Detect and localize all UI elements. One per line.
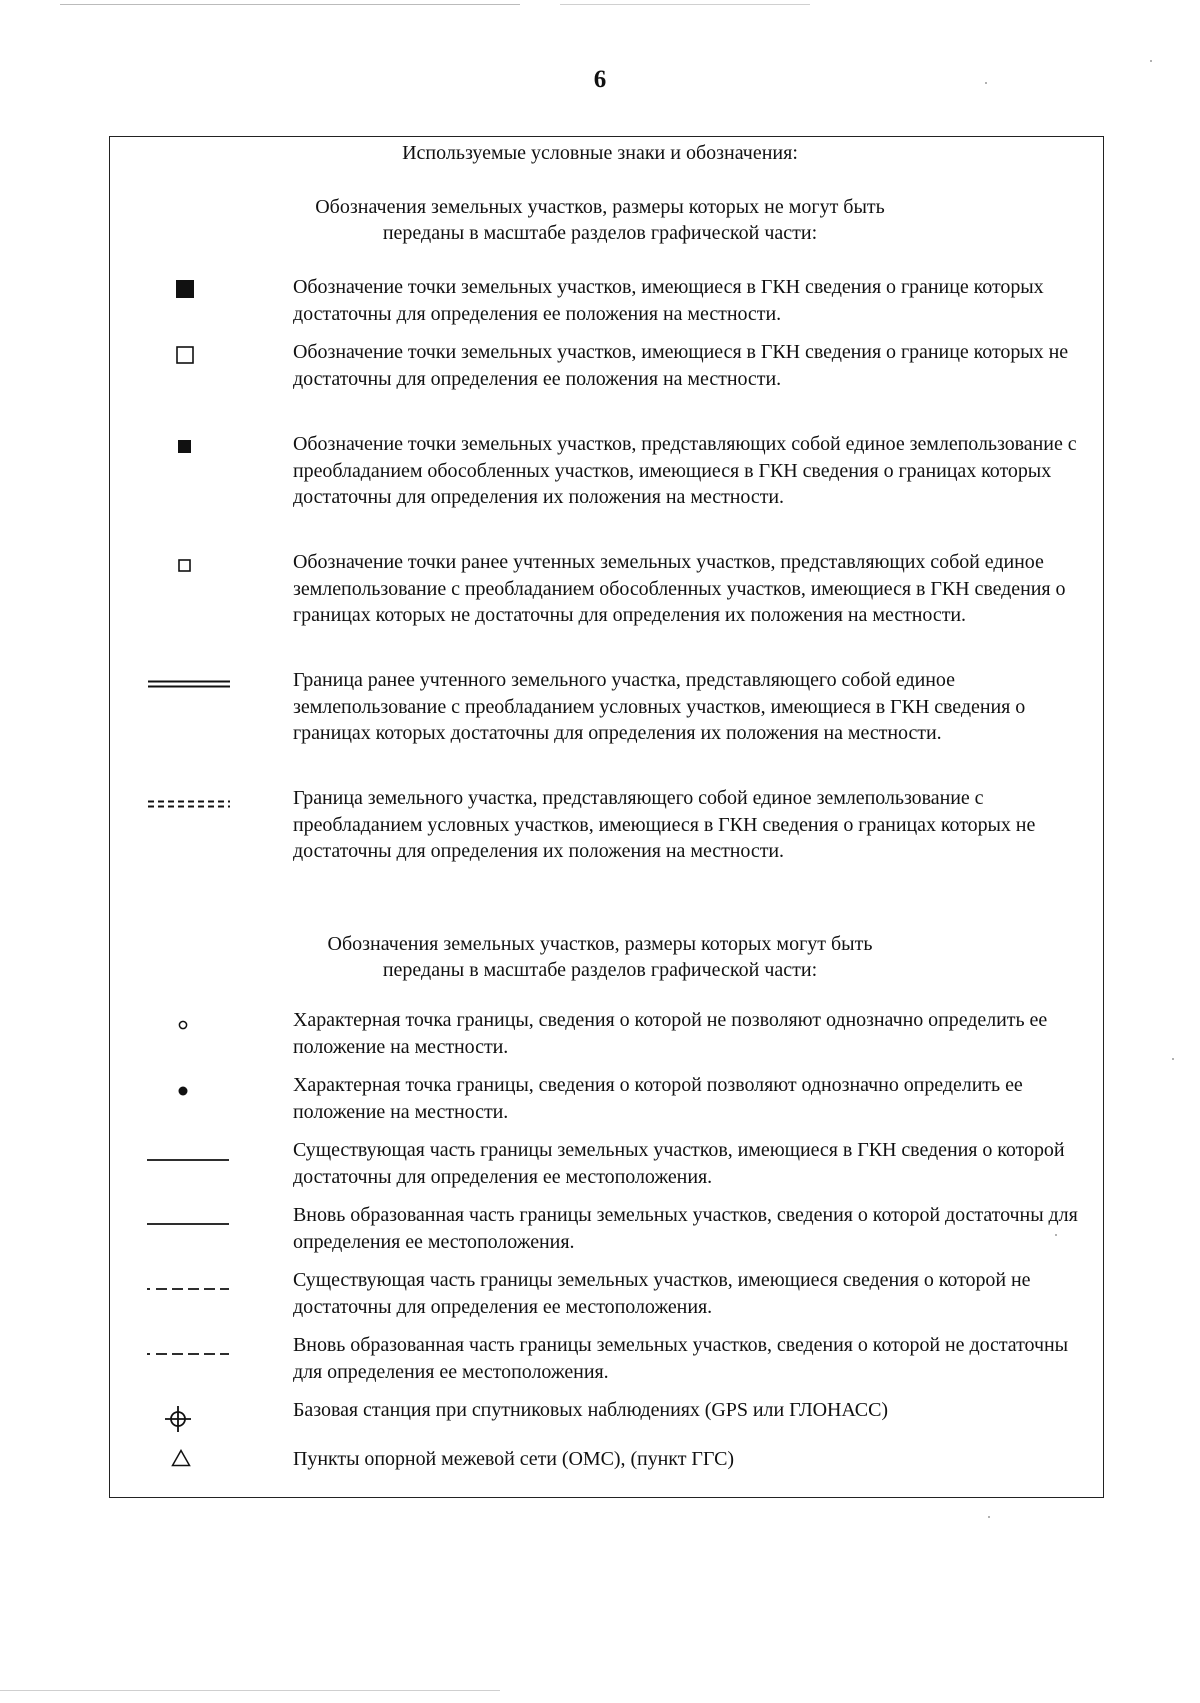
filled-square-large-icon <box>176 280 194 298</box>
section2-heading-line1: Обозначения земельных участков, размеры которых могут быть <box>327 933 873 955</box>
section1-heading-line1: Обозначения земельных участков, размеры которых не могут быть <box>315 196 885 218</box>
triangle-icon <box>171 1449 191 1467</box>
section1-heading-line2: переданы в масштабе разделов графической части: <box>382 222 818 244</box>
legend-item-text: Характерная точка границы, сведения о которой позволяют однозначно определить ее положение на местности. <box>293 1074 1023 1123</box>
solid-line-icon <box>147 1222 229 1226</box>
legend-item-text: Существующая часть границы земельных участков, имеющиеся в ГКН сведения о которой достаточны для определения ее местоположения. <box>293 1139 1065 1188</box>
legend-item-text: Характерная точка границы, сведения о которой не позволяют однозначно определить ее положение на местности. <box>293 1009 1048 1058</box>
scan-line-top-2 <box>560 4 810 5</box>
legend-item-text: Обозначение точки ранее учтенных земельных участков, представляющих собой единое землепользование с преобладанием обособленных участков, имеющиеся в ГКН сведения о границах которых не достаточны для определения их положения на местности. <box>293 551 1066 626</box>
hollow-square-small-icon <box>178 559 191 572</box>
page-number: 6 <box>593 66 607 93</box>
hollow-square-large-icon <box>176 346 194 364</box>
legend-item-text: Базовая станция при спутниковых наблюдениях (GPS или ГЛОНАСС) <box>293 1399 888 1421</box>
scan-speck <box>988 1516 990 1518</box>
legend-item-text: Обозначение точки земельных участков, представляющих собой единое землепользование с преобладанием обособленных участков, имеющиеся в ГКН сведения о границах которых достаточны для определения их положения на местности. <box>293 433 1077 508</box>
hollow-circle-icon <box>178 1020 188 1030</box>
scan-line-bottom <box>0 1690 500 1691</box>
scan-speck <box>1150 60 1152 62</box>
scan-speck <box>1172 1058 1174 1060</box>
legend-item-text: Обозначение точки земельных участков, имеющиеся в ГКН сведения о границе которых не достаточны для определения ее положения на местности. <box>293 341 1069 390</box>
filled-square-small-icon <box>178 440 191 453</box>
legend-item-text: Существующая часть границы земельных участков, имеющиеся сведения о которой не достаточны для определения ее местоположения. <box>293 1269 1031 1318</box>
legend-item-text: Пункты опорной межевой сети (ОМС), (пункт ГГС) <box>293 1448 735 1470</box>
dash-dot-line-icon <box>147 1352 229 1356</box>
double-line-icon <box>148 680 230 688</box>
legend-item-text: Вновь образованная часть границы земельных участков, сведения о которой достаточны для определения ее местоположения. <box>293 1204 1078 1253</box>
filled-circle-icon <box>178 1086 188 1096</box>
legend-item-text: Граница земельного участка, представляющего собой единое землепользование с преобладанием условных участков, имеющиеся в ГКН сведения о границах которых не достаточны для определения их положения на местности. <box>293 787 1036 862</box>
double-dashed-line-icon <box>148 800 230 808</box>
legend-item-text: Вновь образованная часть границы земельных участков, сведения о которой не достаточны для определения ее местоположения. <box>293 1334 1069 1383</box>
base-station-crosshair-icon <box>162 1403 194 1435</box>
legend-item-text: Граница ранее учтенного земельного участка, представляющего собой единое землепользование с преобладанием условных участков, имеющиеся в ГКН сведения о границах которых достаточны для определения их положения на местности. <box>293 669 1026 744</box>
dash-dot-line-icon <box>147 1287 229 1291</box>
legend-item-text: Обозначение точки земельных участков, имеющиеся в ГКН сведения о границе которых достаточны для определения ее положения на местности. <box>293 276 1044 325</box>
solid-line-icon <box>147 1158 229 1162</box>
legend-title: Используемые условные знаки и обозначения: <box>402 142 798 164</box>
section2-heading-line2: переданы в масштабе разделов графической части: <box>382 959 818 981</box>
scan-line-top <box>60 4 520 5</box>
